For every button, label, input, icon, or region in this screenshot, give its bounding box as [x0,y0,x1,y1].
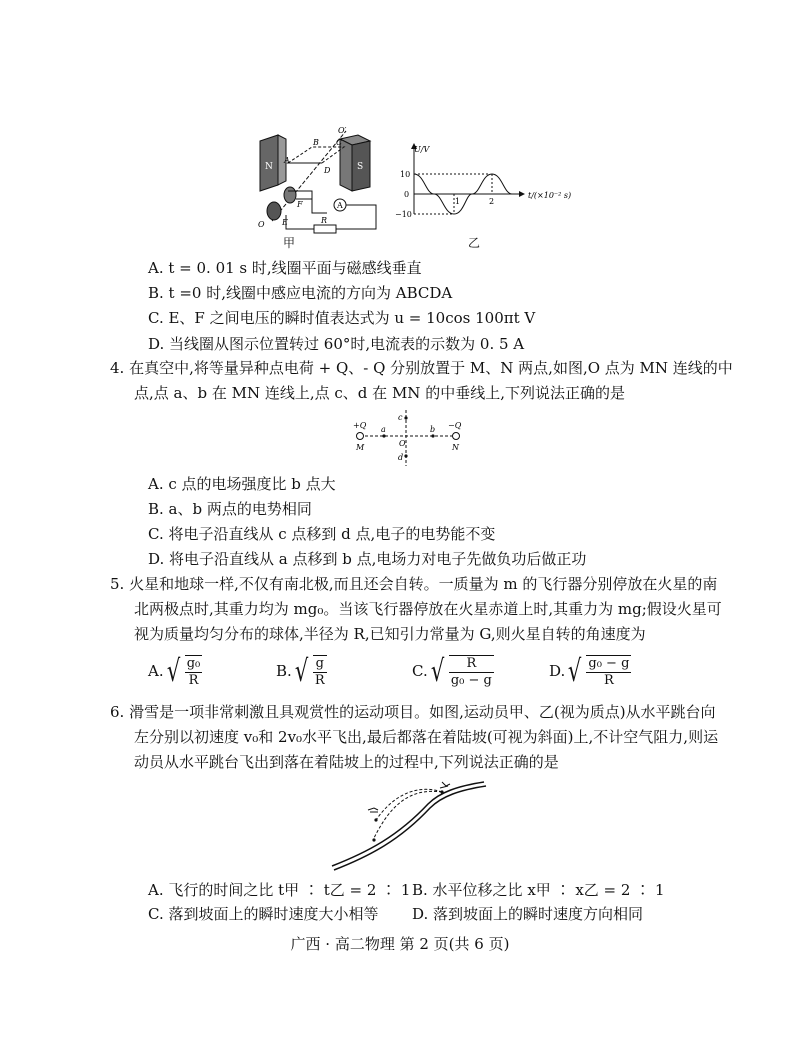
q5-option-b-den: R [314,673,325,688]
q5-option-a-num: g₀ [186,656,201,671]
ammeter-label: A [337,201,343,210]
q3-option-b: B. t =0 时,线圈中感应电流的方向为 ABCDA [148,284,453,302]
q6-stem-line3: 动员从水平跳台飞出到落在着陆坡上的过程中,下列说法正确的是 [134,753,559,771]
graph-tick-x-2: 2 [489,197,495,206]
q6-stem-line1: 6. 滑雪是一项非常刺激且具观赏性的运动项目。如图,运动员甲、乙(视为质点)从水平跳台向 [110,703,716,721]
point-b-label: b [430,425,436,434]
q5-stem-line1: 5. 火星和地球一样,不仅有南北极,而且还会自转。一质量为 m 的飞行器分别停放在火星的南 [110,575,718,593]
point-a-label: a [381,425,386,434]
graph-x-axis-label: t/(×10⁻² s) [528,191,572,200]
point-c-label: c [398,413,403,422]
q6-option-c: C. 落到坡面上的瞬时速度大小相等 [148,905,379,923]
graph-y-axis-label: U/V [414,145,430,154]
charge-plus-q-label: +Q [353,421,367,430]
axis-o-label: O [258,220,265,229]
q3-option-d: D. 当线圈从图示位置转过 60°时,电流表的示数为 0. 5 A [148,335,525,353]
graph-tick-y-minus10: −10 [395,210,412,219]
point-m-label: M [356,443,365,452]
axis-o-prime-label: O′ [338,126,347,135]
graph-tick-y-0: 0 [404,190,410,199]
terminal-f-label: F [297,200,303,209]
q5-stem-line3: 视为质量均匀分布的球体,半径为 R,已知引力常量为 G,则火星自转的角速度为 [134,625,646,643]
q5-stem-line2: 北两极点时,其重力均为 mg₀。当该飞行器停放在火星赤道上时,其重力为 mg;假设火星可 [134,600,722,618]
q5-option-c: C.√ $\frac{R}{\text{g₀ − g}}$ [412,654,492,689]
voltage-graph [392,140,592,230]
q6-stem-line2: 左分别以初速度 v₀和 2v₀水平飞出,最后都落在着陆坡(可视为斜面)上,不计空气阻力,则运 [134,728,719,746]
q5-option-b-label: B. [276,662,292,680]
q6-option-a: A. 飞行的时间之比 t甲 ∶ t乙 = 2 ∶ 1 [148,881,411,899]
charge-minus-q-label: −Q [448,421,462,430]
q6-option-d: D. 落到坡面上的瞬时速度方向相同 [412,905,644,923]
q5-option-c-label: C. [412,662,428,680]
q4-stem-line2: 点,点 a、b 在 MN 连线上,点 c、d 在 MN 的中垂线上,下列说法正确的是 [134,384,625,402]
figure-yi-caption: 乙 [468,236,481,250]
q5-option-a-label: A. [148,662,164,680]
q4-stem-line1: 4. 在真空中,将等量异种点电荷 + Q、- Q 分别放置于 M、N 两点,如图,O 点为 MN 连线的中 [110,359,733,377]
point-o-label: O [399,439,406,448]
q3-option-a: A. t = 0. 01 s 时,线圈平面与磁感线垂直 [148,259,422,277]
magnet-n-label: N [265,162,273,172]
graph-tick-y-10: 10 [400,170,411,179]
resistor-label: R [321,216,328,225]
q4-option-d: D. 将电子沿直线从 a 点移到 b 点,电场力对电子先做负功后做正功 [148,550,587,568]
q5-option-c-num: R [449,656,494,673]
coil-c-label: C [336,138,343,147]
q6-option-b: B. 水平位移之比 x甲 ∶ x乙 = 2 ∶ 1 [412,881,665,899]
q4-option-a: A. c 点的电场强度比 b 点大 [148,475,336,493]
graph-tick-x-1: 1 [455,197,461,206]
page-footer: 广西 · 高二物理 第 2 页(共 6 页) [290,935,510,953]
q4-option-c: C. 将电子沿直线从 c 点移到 d 点,电子的电势能不变 [148,525,496,543]
figure-jia-caption: 甲 [283,236,296,250]
coil-a-label: A [284,156,290,165]
charges-figure [348,408,468,468]
q5-option-d: D.√ $\frac{\text{g₀ − g}}{R}$ [549,654,630,689]
terminal-e-label: E [282,218,288,227]
q5-option-d-den: R [604,673,614,688]
q4-option-b: B. a、b 两点的电势相同 [148,500,312,518]
q5-option-d-label: D. [549,662,566,680]
q5-option-c-den: g₀ − g [450,673,492,688]
q3-option-c: C. E、F 之间电压的瞬时值表达式为 u = 10cos 100πt V [148,309,536,327]
q5-option-a: A.√ $\frac{\text{g₀}}{R}$ [148,654,201,689]
q5-option-a-den: R [188,673,199,688]
q5-option-b-num: g [313,656,327,673]
q5-option-b: B.√ $\frac{g}{R}$ [276,654,325,689]
coil-d-label: D [324,166,331,175]
point-n-label: N [452,443,459,452]
ski-slope-figure [328,774,488,872]
coil-b-label: B [313,138,319,147]
point-d-label: d [398,453,404,462]
generator-figure [252,125,382,235]
q5-option-d-num: g₀ − g [588,656,630,671]
magnet-s-label: S [357,162,364,172]
